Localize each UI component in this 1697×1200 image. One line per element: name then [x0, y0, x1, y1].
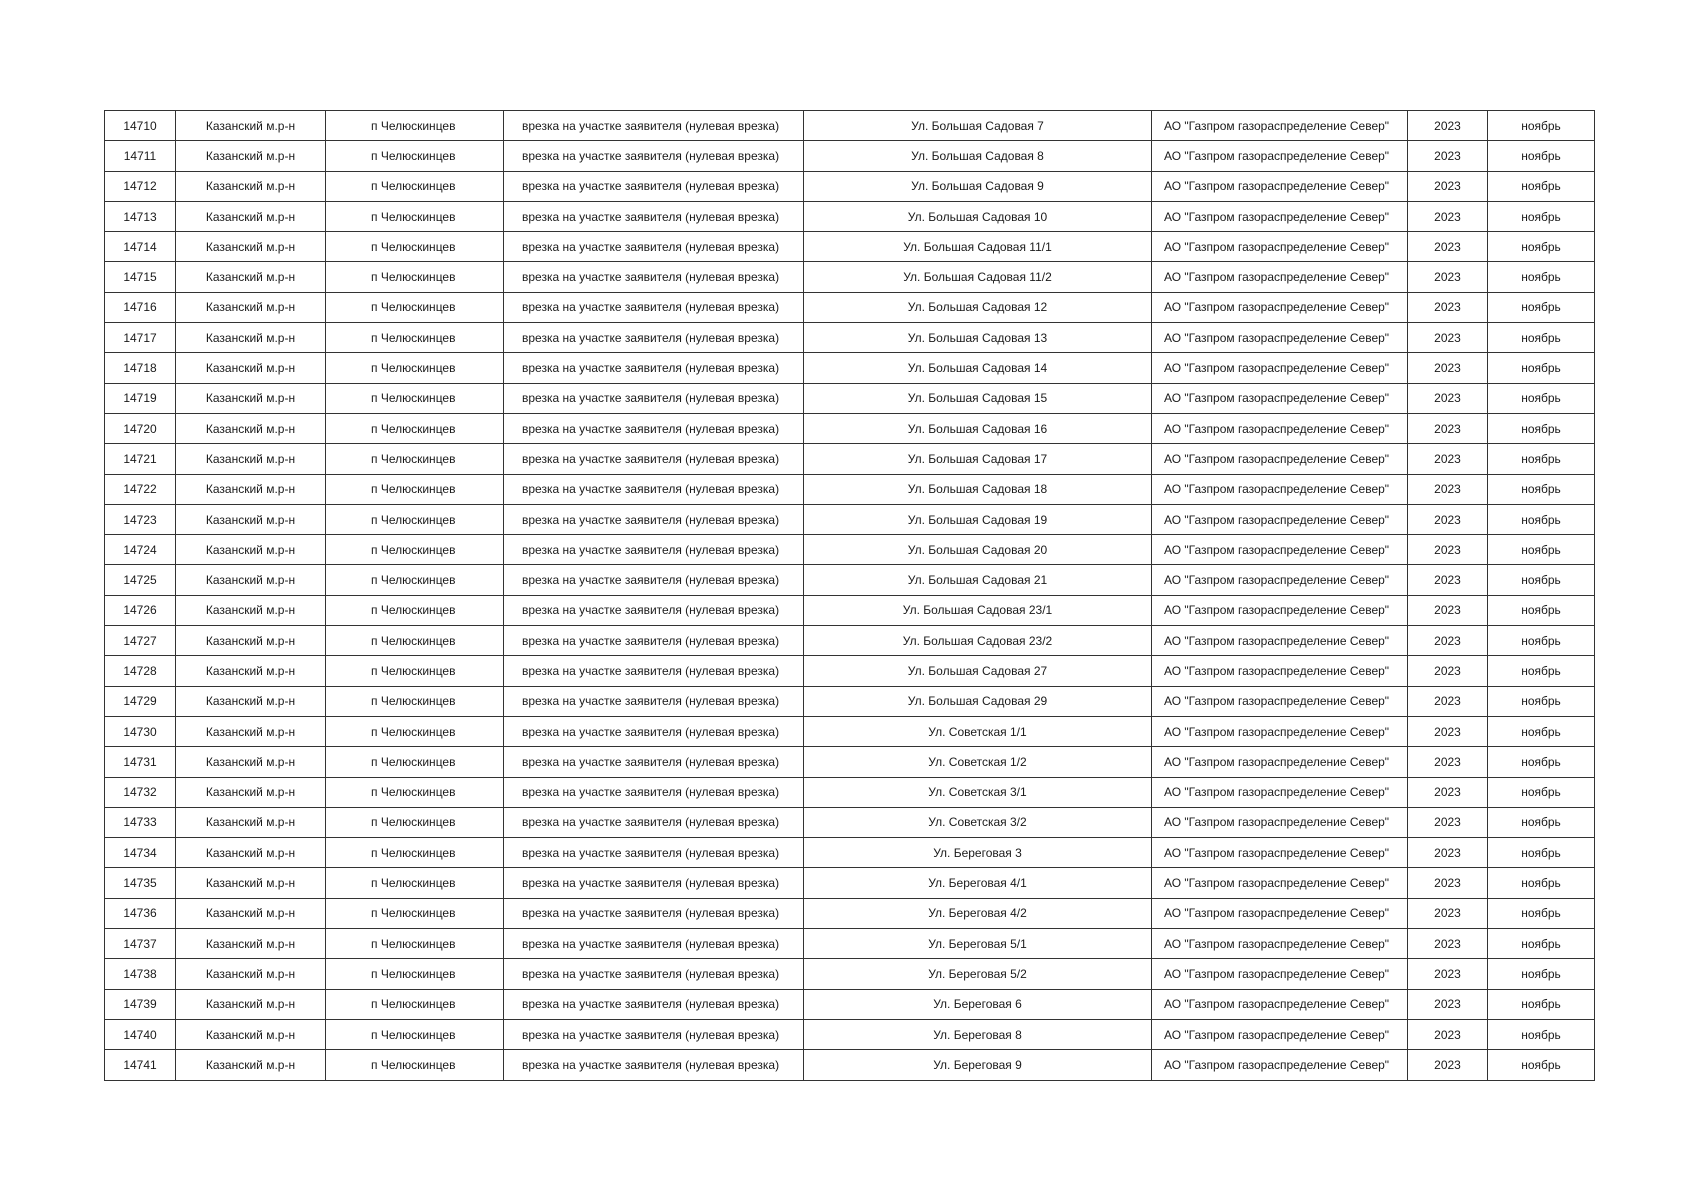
cell-address: Ул. Береговая 5/2 [804, 959, 1152, 989]
cell-address: Ул. Большая Садовая 16 [804, 413, 1152, 443]
cell-record-number: 14716 [105, 292, 176, 322]
cell-record-number: 14726 [105, 595, 176, 625]
cell-organization: АО "Газпром газораспределение Север" [1152, 686, 1408, 716]
cell-year: 2023 [1408, 838, 1488, 868]
cell-settlement: п Челюскинцев [326, 686, 504, 716]
table-row [105, 595, 1595, 625]
cell-settlement: п Челюскинцев [326, 595, 504, 625]
cell-organization: АО "Газпром газораспределение Север" [1152, 565, 1408, 595]
cell-district: Казанский м.р-н [176, 595, 326, 625]
cell-record-number: 14730 [105, 716, 176, 746]
cell-settlement: п Челюскинцев [326, 1019, 504, 1049]
cell-year: 2023 [1408, 595, 1488, 625]
cell-record-number: 14725 [105, 565, 176, 595]
cell-year: 2023 [1408, 353, 1488, 383]
cell-address: Ул. Советская 3/2 [804, 807, 1152, 837]
cell-year: 2023 [1408, 1019, 1488, 1049]
cell-month: ноябрь [1488, 413, 1595, 443]
cell-organization: АО "Газпром газораспределение Север" [1152, 444, 1408, 474]
cell-organization: АО "Газпром газораспределение Север" [1152, 656, 1408, 686]
cell-settlement: п Челюскинцев [326, 292, 504, 322]
cell-month: ноябрь [1488, 959, 1595, 989]
cell-year: 2023 [1408, 323, 1488, 353]
cell-work-type: врезка на участке заявителя (нулевая врезка) [504, 929, 804, 959]
cell-year: 2023 [1408, 1050, 1488, 1080]
cell-record-number: 14721 [105, 444, 176, 474]
cell-district: Казанский м.р-н [176, 626, 326, 656]
cell-organization: АО "Газпром газораспределение Север" [1152, 111, 1408, 141]
cell-work-type: врезка на участке заявителя (нулевая врезка) [504, 232, 804, 262]
cell-month: ноябрь [1488, 111, 1595, 141]
table-row [105, 111, 1595, 141]
cell-settlement: п Челюскинцев [326, 959, 504, 989]
table-row [105, 1050, 1595, 1080]
cell-work-type: врезка на участке заявителя (нулевая врезка) [504, 656, 804, 686]
cell-year: 2023 [1408, 444, 1488, 474]
cell-district: Казанский м.р-н [176, 807, 326, 837]
cell-month: ноябрь [1488, 353, 1595, 383]
cell-organization: АО "Газпром газораспределение Север" [1152, 838, 1408, 868]
cell-record-number: 14718 [105, 353, 176, 383]
cell-record-number: 14729 [105, 686, 176, 716]
table-row [105, 171, 1595, 201]
cell-district: Казанский м.р-н [176, 141, 326, 171]
cell-address: Ул. Большая Садовая 23/1 [804, 595, 1152, 625]
cell-organization: АО "Газпром газораспределение Север" [1152, 777, 1408, 807]
cell-year: 2023 [1408, 747, 1488, 777]
cell-work-type: врезка на участке заявителя (нулевая врезка) [504, 716, 804, 746]
cell-settlement: п Челюскинцев [326, 626, 504, 656]
cell-work-type: врезка на участке заявителя (нулевая врезка) [504, 262, 804, 292]
cell-month: ноябрь [1488, 1019, 1595, 1049]
cell-district: Казанский м.р-н [176, 989, 326, 1019]
cell-district: Казанский м.р-н [176, 1019, 326, 1049]
cell-organization: АО "Газпром газораспределение Север" [1152, 232, 1408, 262]
cell-settlement: п Челюскинцев [326, 989, 504, 1019]
cell-settlement: п Челюскинцев [326, 929, 504, 959]
cell-organization: АО "Газпром газораспределение Север" [1152, 868, 1408, 898]
cell-address: Ул. Большая Садовая 20 [804, 535, 1152, 565]
cell-address: Ул. Большая Садовая 27 [804, 656, 1152, 686]
cell-year: 2023 [1408, 535, 1488, 565]
table-row [105, 353, 1595, 383]
cell-work-type: врезка на участке заявителя (нулевая врезка) [504, 111, 804, 141]
cell-year: 2023 [1408, 656, 1488, 686]
cell-organization: АО "Газпром газораспределение Север" [1152, 1019, 1408, 1049]
table-row [105, 747, 1595, 777]
cell-year: 2023 [1408, 989, 1488, 1019]
cell-work-type: врезка на участке заявителя (нулевая врезка) [504, 838, 804, 868]
table-row [105, 383, 1595, 413]
cell-work-type: врезка на участке заявителя (нулевая врезка) [504, 353, 804, 383]
cell-record-number: 14740 [105, 1019, 176, 1049]
cell-address: Ул. Большая Садовая 23/2 [804, 626, 1152, 656]
gasification-table [104, 110, 1595, 1081]
cell-month: ноябрь [1488, 747, 1595, 777]
cell-district: Казанский м.р-н [176, 656, 326, 686]
cell-work-type: врезка на участке заявителя (нулевая врезка) [504, 292, 804, 322]
cell-address: Ул. Большая Садовая 17 [804, 444, 1152, 474]
cell-district: Казанский м.р-н [176, 898, 326, 928]
cell-year: 2023 [1408, 504, 1488, 534]
cell-organization: АО "Газпром газораспределение Север" [1152, 626, 1408, 656]
document-page [104, 110, 1594, 1081]
cell-year: 2023 [1408, 716, 1488, 746]
cell-work-type: врезка на участке заявителя (нулевая врезка) [504, 898, 804, 928]
cell-address: Ул. Большая Садовая 29 [804, 686, 1152, 716]
table-row [105, 474, 1595, 504]
cell-month: ноябрь [1488, 929, 1595, 959]
cell-month: ноябрь [1488, 868, 1595, 898]
cell-record-number: 14738 [105, 959, 176, 989]
cell-work-type: врезка на участке заявителя (нулевая врезка) [504, 413, 804, 443]
cell-record-number: 14734 [105, 838, 176, 868]
table-row [105, 201, 1595, 231]
cell-month: ноябрь [1488, 807, 1595, 837]
cell-district: Казанский м.р-н [176, 201, 326, 231]
cell-address: Ул. Большая Садовая 15 [804, 383, 1152, 413]
cell-record-number: 14741 [105, 1050, 176, 1080]
cell-organization: АО "Газпром газораспределение Север" [1152, 504, 1408, 534]
table-row [105, 929, 1595, 959]
cell-record-number: 14736 [105, 898, 176, 928]
cell-record-number: 14720 [105, 413, 176, 443]
cell-year: 2023 [1408, 111, 1488, 141]
cell-organization: АО "Газпром газораспределение Север" [1152, 413, 1408, 443]
cell-month: ноябрь [1488, 262, 1595, 292]
cell-organization: АО "Газпром газораспределение Север" [1152, 535, 1408, 565]
table-row [105, 686, 1595, 716]
cell-organization: АО "Газпром газораспределение Север" [1152, 747, 1408, 777]
cell-month: ноябрь [1488, 201, 1595, 231]
table-row [105, 141, 1595, 171]
cell-settlement: п Челюскинцев [326, 353, 504, 383]
cell-record-number: 14737 [105, 929, 176, 959]
cell-settlement: п Челюскинцев [326, 201, 504, 231]
table-row [105, 535, 1595, 565]
cell-work-type: врезка на участке заявителя (нулевая врезка) [504, 626, 804, 656]
cell-work-type: врезка на участке заявителя (нулевая врезка) [504, 535, 804, 565]
table-body [105, 111, 1595, 1081]
cell-month: ноябрь [1488, 474, 1595, 504]
cell-work-type: врезка на участке заявителя (нулевая врезка) [504, 747, 804, 777]
cell-address: Ул. Большая Садовая 11/2 [804, 262, 1152, 292]
cell-year: 2023 [1408, 292, 1488, 322]
cell-settlement: п Челюскинцев [326, 504, 504, 534]
table-row [105, 656, 1595, 686]
cell-settlement: п Челюскинцев [326, 111, 504, 141]
cell-district: Казанский м.р-н [176, 959, 326, 989]
cell-organization: АО "Газпром газораспределение Север" [1152, 323, 1408, 353]
cell-year: 2023 [1408, 565, 1488, 595]
cell-work-type: врезка на участке заявителя (нулевая врезка) [504, 959, 804, 989]
cell-organization: АО "Газпром газораспределение Север" [1152, 292, 1408, 322]
cell-work-type: врезка на участке заявителя (нулевая врезка) [504, 565, 804, 595]
cell-address: Ул. Большая Садовая 11/1 [804, 232, 1152, 262]
cell-record-number: 14728 [105, 656, 176, 686]
cell-organization: АО "Газпром газораспределение Север" [1152, 595, 1408, 625]
cell-settlement: п Челюскинцев [326, 535, 504, 565]
cell-settlement: п Челюскинцев [326, 868, 504, 898]
cell-settlement: п Челюскинцев [326, 565, 504, 595]
cell-settlement: п Челюскинцев [326, 444, 504, 474]
table-row [105, 989, 1595, 1019]
table-row [105, 868, 1595, 898]
cell-district: Казанский м.р-н [176, 171, 326, 201]
cell-district: Казанский м.р-н [176, 716, 326, 746]
cell-address: Ул. Большая Садовая 21 [804, 565, 1152, 595]
table-row [105, 565, 1595, 595]
cell-record-number: 14739 [105, 989, 176, 1019]
cell-year: 2023 [1408, 201, 1488, 231]
table-row [105, 444, 1595, 474]
cell-record-number: 14714 [105, 232, 176, 262]
table-row [105, 1019, 1595, 1049]
cell-organization: АО "Газпром газораспределение Север" [1152, 474, 1408, 504]
cell-settlement: п Челюскинцев [326, 413, 504, 443]
cell-record-number: 14715 [105, 262, 176, 292]
cell-district: Казанский м.р-н [176, 262, 326, 292]
cell-district: Казанский м.р-н [176, 504, 326, 534]
cell-address: Ул. Советская 1/1 [804, 716, 1152, 746]
cell-district: Казанский м.р-н [176, 111, 326, 141]
cell-month: ноябрь [1488, 1050, 1595, 1080]
cell-record-number: 14710 [105, 111, 176, 141]
cell-organization: АО "Газпром газораспределение Север" [1152, 201, 1408, 231]
cell-year: 2023 [1408, 686, 1488, 716]
cell-settlement: п Челюскинцев [326, 141, 504, 171]
cell-work-type: врезка на участке заявителя (нулевая врезка) [504, 868, 804, 898]
cell-settlement: п Челюскинцев [326, 898, 504, 928]
cell-month: ноябрь [1488, 989, 1595, 1019]
cell-month: ноябрь [1488, 504, 1595, 534]
cell-record-number: 14735 [105, 868, 176, 898]
cell-year: 2023 [1408, 868, 1488, 898]
cell-record-number: 14732 [105, 777, 176, 807]
cell-district: Казанский м.р-н [176, 413, 326, 443]
cell-month: ноябрь [1488, 898, 1595, 928]
cell-month: ноябрь [1488, 838, 1595, 868]
cell-record-number: 14719 [105, 383, 176, 413]
cell-district: Казанский м.р-н [176, 232, 326, 262]
cell-settlement: п Челюскинцев [326, 838, 504, 868]
table-row [105, 898, 1595, 928]
cell-settlement: п Челюскинцев [326, 747, 504, 777]
cell-district: Казанский м.р-н [176, 292, 326, 322]
cell-record-number: 14717 [105, 323, 176, 353]
cell-year: 2023 [1408, 383, 1488, 413]
cell-settlement: п Челюскинцев [326, 656, 504, 686]
cell-settlement: п Челюскинцев [326, 232, 504, 262]
cell-district: Казанский м.р-н [176, 868, 326, 898]
cell-record-number: 14711 [105, 141, 176, 171]
cell-work-type: врезка на участке заявителя (нулевая врезка) [504, 504, 804, 534]
cell-year: 2023 [1408, 413, 1488, 443]
cell-record-number: 14727 [105, 626, 176, 656]
table-row [105, 716, 1595, 746]
cell-work-type: врезка на участке заявителя (нулевая врезка) [504, 444, 804, 474]
cell-organization: АО "Газпром газораспределение Север" [1152, 929, 1408, 959]
table-row [105, 413, 1595, 443]
cell-year: 2023 [1408, 171, 1488, 201]
cell-month: ноябрь [1488, 171, 1595, 201]
cell-address: Ул. Большая Садовая 12 [804, 292, 1152, 322]
cell-record-number: 14731 [105, 747, 176, 777]
cell-settlement: п Челюскинцев [326, 262, 504, 292]
cell-district: Казанский м.р-н [176, 565, 326, 595]
cell-record-number: 14733 [105, 807, 176, 837]
cell-address: Ул. Береговая 8 [804, 1019, 1152, 1049]
cell-organization: АО "Газпром газораспределение Север" [1152, 898, 1408, 928]
cell-work-type: врезка на участке заявителя (нулевая врезка) [504, 1019, 804, 1049]
cell-year: 2023 [1408, 232, 1488, 262]
cell-district: Казанский м.р-н [176, 777, 326, 807]
cell-month: ноябрь [1488, 565, 1595, 595]
cell-district: Казанский м.р-н [176, 929, 326, 959]
cell-month: ноябрь [1488, 535, 1595, 565]
cell-record-number: 14713 [105, 201, 176, 231]
cell-district: Казанский м.р-н [176, 686, 326, 716]
cell-year: 2023 [1408, 807, 1488, 837]
table-row [105, 807, 1595, 837]
table-row [105, 232, 1595, 262]
cell-address: Ул. Большая Садовая 10 [804, 201, 1152, 231]
cell-organization: АО "Газпром газораспределение Север" [1152, 989, 1408, 1019]
cell-month: ноябрь [1488, 686, 1595, 716]
cell-address: Ул. Большая Садовая 19 [804, 504, 1152, 534]
cell-month: ноябрь [1488, 777, 1595, 807]
cell-work-type: врезка на участке заявителя (нулевая врезка) [504, 141, 804, 171]
cell-organization: АО "Газпром газораспределение Север" [1152, 716, 1408, 746]
cell-organization: АО "Газпром газораспределение Север" [1152, 959, 1408, 989]
cell-month: ноябрь [1488, 323, 1595, 353]
cell-settlement: п Челюскинцев [326, 383, 504, 413]
cell-work-type: врезка на участке заявителя (нулевая врезка) [504, 383, 804, 413]
cell-address: Ул. Береговая 9 [804, 1050, 1152, 1080]
cell-work-type: врезка на участке заявителя (нулевая врезка) [504, 595, 804, 625]
cell-address: Ул. Советская 1/2 [804, 747, 1152, 777]
table-row [105, 626, 1595, 656]
cell-work-type: врезка на участке заявителя (нулевая врезка) [504, 201, 804, 231]
cell-address: Ул. Береговая 5/1 [804, 929, 1152, 959]
cell-settlement: п Челюскинцев [326, 1050, 504, 1080]
table-row [105, 838, 1595, 868]
cell-address: Ул. Большая Садовая 8 [804, 141, 1152, 171]
cell-record-number: 14724 [105, 535, 176, 565]
cell-address: Ул. Советская 3/1 [804, 777, 1152, 807]
cell-work-type: врезка на участке заявителя (нулевая врезка) [504, 989, 804, 1019]
cell-year: 2023 [1408, 626, 1488, 656]
cell-settlement: п Челюскинцев [326, 474, 504, 504]
cell-address: Ул. Большая Садовая 14 [804, 353, 1152, 383]
cell-work-type: врезка на участке заявителя (нулевая врезка) [504, 686, 804, 716]
cell-record-number: 14712 [105, 171, 176, 201]
cell-organization: АО "Газпром газораспределение Север" [1152, 171, 1408, 201]
cell-year: 2023 [1408, 898, 1488, 928]
cell-address: Ул. Большая Садовая 18 [804, 474, 1152, 504]
cell-address: Ул. Береговая 6 [804, 989, 1152, 1019]
cell-work-type: врезка на участке заявителя (нулевая врезка) [504, 474, 804, 504]
table-row [105, 959, 1595, 989]
cell-month: ноябрь [1488, 292, 1595, 322]
cell-year: 2023 [1408, 141, 1488, 171]
cell-address: Ул. Большая Садовая 7 [804, 111, 1152, 141]
cell-work-type: врезка на участке заявителя (нулевая врезка) [504, 323, 804, 353]
cell-address: Ул. Береговая 3 [804, 838, 1152, 868]
cell-address: Ул. Большая Садовая 9 [804, 171, 1152, 201]
cell-year: 2023 [1408, 929, 1488, 959]
cell-year: 2023 [1408, 474, 1488, 504]
cell-month: ноябрь [1488, 444, 1595, 474]
cell-district: Казанский м.р-н [176, 444, 326, 474]
cell-record-number: 14722 [105, 474, 176, 504]
cell-settlement: п Челюскинцев [326, 777, 504, 807]
cell-month: ноябрь [1488, 383, 1595, 413]
table-row [105, 323, 1595, 353]
cell-organization: АО "Газпром газораспределение Север" [1152, 807, 1408, 837]
cell-organization: АО "Газпром газораспределение Север" [1152, 262, 1408, 292]
cell-year: 2023 [1408, 777, 1488, 807]
cell-record-number: 14723 [105, 504, 176, 534]
cell-address: Ул. Береговая 4/1 [804, 868, 1152, 898]
cell-settlement: п Челюскинцев [326, 323, 504, 353]
cell-district: Казанский м.р-н [176, 474, 326, 504]
cell-organization: АО "Газпром газораспределение Север" [1152, 1050, 1408, 1080]
cell-district: Казанский м.р-н [176, 353, 326, 383]
table-row [105, 262, 1595, 292]
cell-month: ноябрь [1488, 232, 1595, 262]
cell-organization: АО "Газпром газораспределение Север" [1152, 353, 1408, 383]
cell-settlement: п Челюскинцев [326, 171, 504, 201]
cell-organization: АО "Газпром газораспределение Север" [1152, 141, 1408, 171]
cell-organization: АО "Газпром газораспределение Север" [1152, 383, 1408, 413]
cell-settlement: п Челюскинцев [326, 716, 504, 746]
cell-work-type: врезка на участке заявителя (нулевая врезка) [504, 171, 804, 201]
table-row [105, 292, 1595, 322]
cell-work-type: врезка на участке заявителя (нулевая врезка) [504, 777, 804, 807]
cell-address: Ул. Большая Садовая 13 [804, 323, 1152, 353]
cell-month: ноябрь [1488, 595, 1595, 625]
cell-settlement: п Челюскинцев [326, 807, 504, 837]
cell-district: Казанский м.р-н [176, 838, 326, 868]
table-row [105, 777, 1595, 807]
cell-month: ноябрь [1488, 716, 1595, 746]
table-row [105, 504, 1595, 534]
cell-year: 2023 [1408, 959, 1488, 989]
cell-district: Казанский м.р-н [176, 747, 326, 777]
cell-district: Казанский м.р-н [176, 535, 326, 565]
cell-month: ноябрь [1488, 656, 1595, 686]
cell-address: Ул. Береговая 4/2 [804, 898, 1152, 928]
cell-work-type: врезка на участке заявителя (нулевая врезка) [504, 807, 804, 837]
cell-year: 2023 [1408, 262, 1488, 292]
cell-work-type: врезка на участке заявителя (нулевая врезка) [504, 1050, 804, 1080]
cell-month: ноябрь [1488, 626, 1595, 656]
cell-district: Казанский м.р-н [176, 1050, 326, 1080]
cell-month: ноябрь [1488, 141, 1595, 171]
cell-district: Казанский м.р-н [176, 383, 326, 413]
cell-district: Казанский м.р-н [176, 323, 326, 353]
